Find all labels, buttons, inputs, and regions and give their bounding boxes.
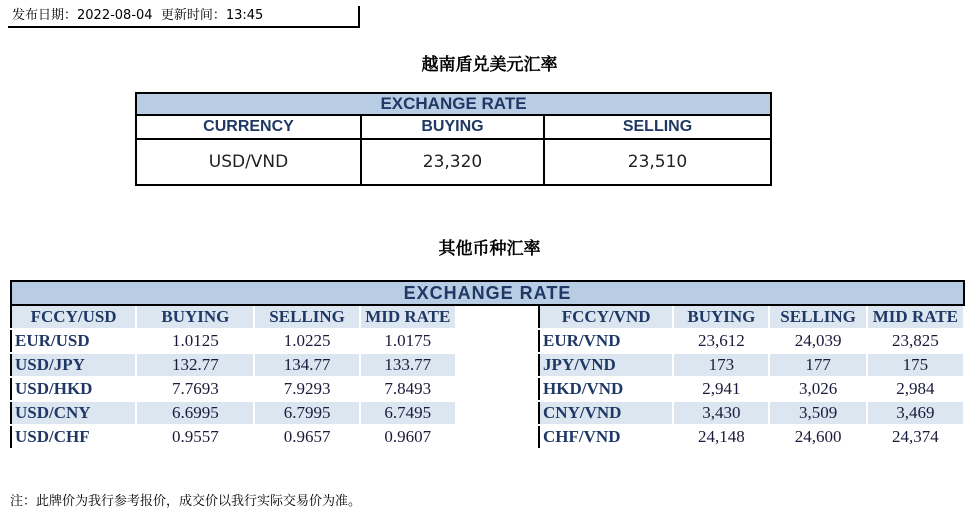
table-row xyxy=(136,139,771,185)
disclaimer-note: 注：此牌价为我行参考报价，成交价以我行实际交易价为准。 xyxy=(10,494,362,509)
table-title: EXCHANGE RATE xyxy=(136,93,771,115)
pair-cell: CHF/VND xyxy=(539,425,673,449)
usd-vnd-table xyxy=(135,92,772,186)
buying-cell: 24,148 xyxy=(673,425,769,449)
mid-rate-cell: 23,825 xyxy=(867,329,964,353)
pair-cell: USD/HKD xyxy=(11,377,136,401)
update-time-label: 更新时间： xyxy=(160,8,226,23)
mid-rate-cell: 175 xyxy=(867,353,964,377)
publish-date-label: 发布日期： xyxy=(12,8,78,23)
pair-cell: JPY/VND xyxy=(539,353,673,377)
column-gap xyxy=(456,401,539,425)
selling-cell: 134.77 xyxy=(254,353,359,377)
table-row xyxy=(11,377,964,401)
selling-cell: 3,026 xyxy=(769,377,866,401)
column-gap xyxy=(456,377,539,401)
mid-rate-cell: 3,469 xyxy=(867,401,964,425)
buying-cell: 6.6995 xyxy=(136,401,254,425)
table-row xyxy=(11,329,964,353)
other-currencies-table xyxy=(10,280,965,450)
column-gap xyxy=(456,353,539,377)
pair-cell: HKD/VND xyxy=(539,377,673,401)
pair-cell: USD/CHF xyxy=(11,425,136,449)
currency-cell: USD/VND xyxy=(136,139,361,185)
column-gap xyxy=(456,329,539,353)
column-gap xyxy=(456,425,539,449)
mid-rate-cell: 7.8493 xyxy=(360,377,456,401)
other-heading: 其他币种汇率 xyxy=(438,239,541,259)
column-header-mid-rate: MID RATE xyxy=(867,305,964,329)
table-title: EXCHANGE RATE xyxy=(11,281,964,305)
mid-rate-cell: 133.77 xyxy=(360,353,456,377)
column-header-mid-rate: MID RATE xyxy=(360,305,456,329)
column-header-buying: BUYING xyxy=(361,115,544,139)
selling-cell: 3,509 xyxy=(769,401,866,425)
buying-cell: 2,941 xyxy=(673,377,769,401)
selling-cell: 7.9293 xyxy=(254,377,359,401)
selling-cell: 1.0225 xyxy=(254,329,359,353)
mid-rate-cell: 1.0175 xyxy=(360,329,456,353)
update-time: 13:45 xyxy=(225,8,264,23)
publish-info xyxy=(8,6,360,28)
table-row xyxy=(11,401,964,425)
column-header-selling: SELLING xyxy=(769,305,866,329)
selling-cell: 24,039 xyxy=(769,329,866,353)
main-heading: 越南盾兑美元汇率 xyxy=(421,55,558,75)
mid-rate-cell: 6.7495 xyxy=(360,401,456,425)
buying-cell: 7.7693 xyxy=(136,377,254,401)
selling-cell: 23,510 xyxy=(627,152,688,172)
pair-cell: EUR/VND xyxy=(539,329,673,353)
mid-rate-cell: 0.9607 xyxy=(360,425,456,449)
pair-cell: USD/CNY xyxy=(11,401,136,425)
buying-cell: 3,430 xyxy=(673,401,769,425)
column-header-fccy-usd: FCCY/USD xyxy=(11,305,136,329)
buying-cell: 23,320 xyxy=(361,139,544,185)
buying-cell: 23,612 xyxy=(673,329,769,353)
buying-cell: 0.9557 xyxy=(136,425,254,449)
pair-cell: CNY/VND xyxy=(539,401,673,425)
selling-cell: 0.9657 xyxy=(254,425,359,449)
buying-cell: 173 xyxy=(673,353,769,377)
table-row xyxy=(11,353,964,377)
column-header-fccy-vnd: FCCY/VND xyxy=(539,305,673,329)
column-header-selling: SELLING xyxy=(544,115,771,139)
mid-rate-cell: 24,374 xyxy=(867,425,964,449)
buying-cell: 1.0125 xyxy=(136,329,254,353)
selling-cell: 177 xyxy=(769,353,866,377)
column-header-selling: SELLING xyxy=(254,305,359,329)
pair-cell: EUR/USD xyxy=(11,329,136,353)
selling-cell: 24,600 xyxy=(769,425,866,449)
selling-cell: 6.7995 xyxy=(254,401,359,425)
publish-date: 2022-08-04 xyxy=(77,8,153,23)
column-gap xyxy=(456,305,539,329)
pair-cell: USD/JPY xyxy=(11,353,136,377)
column-header-buying: BUYING xyxy=(136,305,254,329)
column-header-currency: CURRENCY xyxy=(136,115,361,139)
mid-rate-cell: 2,984 xyxy=(867,377,964,401)
buying-cell: 132.77 xyxy=(136,353,254,377)
column-header-buying: BUYING xyxy=(673,305,769,329)
table-row xyxy=(11,425,964,449)
